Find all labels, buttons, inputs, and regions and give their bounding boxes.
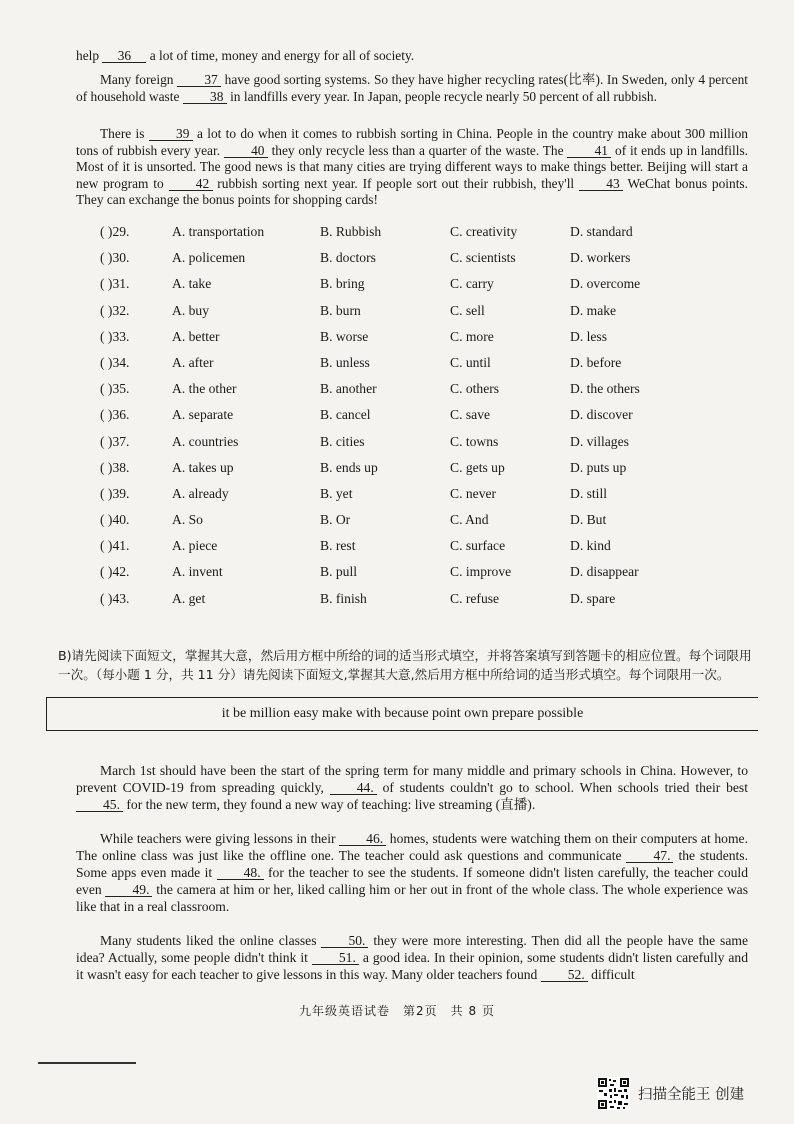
text: they were more interesting. Then did all the people have the same idea? Actually, some people didn't think it xyxy=(76,933,748,965)
divider xyxy=(38,1062,136,1064)
option-d: D. disappear xyxy=(570,564,639,580)
option-a: A. the other xyxy=(172,381,237,397)
option-b: B. Or xyxy=(320,512,351,528)
question-number[interactable]: ( )40. xyxy=(100,512,130,528)
option-b: B. yet xyxy=(320,485,353,501)
text: help xyxy=(76,48,103,63)
text: they only recycle less than a quarter of the waste. The xyxy=(267,142,568,158)
passage-a-paragraph-3 xyxy=(76,126,748,209)
option-b: B. burn xyxy=(320,302,361,318)
passage-a-paragraph-2 xyxy=(76,72,748,105)
option-c: C. others xyxy=(450,381,500,397)
page-footer: 九年级英语试卷 第2页 共 8 页 xyxy=(299,1004,495,1018)
option-c: C. refuse xyxy=(450,590,500,606)
question-number[interactable]: ( )29. xyxy=(100,224,130,239)
question-number[interactable]: ( )34. xyxy=(100,354,130,370)
option-a: A. transportation xyxy=(172,224,265,239)
option-b: B. doctors xyxy=(320,250,376,266)
option-c: C. And xyxy=(450,512,489,528)
option-a: A. policemen xyxy=(172,250,246,266)
blank-48: 48. xyxy=(217,866,264,880)
question-34 xyxy=(100,355,660,381)
question-number[interactable]: ( )33. xyxy=(100,328,130,344)
option-c: C. towns xyxy=(450,433,499,449)
text: a lot to do when it comes to rubbish sorting in China. People in the country make about 300 million tons of rubbish every year. xyxy=(76,126,748,158)
option-c: C. sell xyxy=(450,302,485,318)
question-31 xyxy=(100,276,660,302)
text: There is xyxy=(100,126,149,141)
section-b-instructions: B)请先阅读下面短文，掌握其大意，然后用方框中所给的词的适当形式填空，并将答案填写到答题卡的相应位置。每个词限用一次。（每小题 1 分，共 11 分）请先阅读下面短文,掌握其大意,然后用方框中所给词的适当形式填空。每个词限用一次。 xyxy=(58,648,752,682)
option-a: A. So xyxy=(172,512,203,528)
blank-41: 41 xyxy=(567,144,611,158)
passage-b-paragraph-2 xyxy=(76,830,748,915)
question-number[interactable]: ( )32. xyxy=(100,302,130,318)
option-a: A. take xyxy=(172,276,212,292)
option-d: D. still xyxy=(570,485,608,501)
question-39 xyxy=(100,486,660,512)
passage-a-paragraph-1 xyxy=(76,48,748,65)
question-36 xyxy=(100,407,660,433)
blank-44: 44. xyxy=(330,781,377,795)
option-b: B. ends up xyxy=(320,459,378,475)
text: Many foreign xyxy=(100,72,178,87)
option-b: B. finish xyxy=(320,590,367,606)
question-35 xyxy=(100,381,660,407)
blank-52: 52. xyxy=(541,968,588,982)
option-c: C. save xyxy=(450,407,491,423)
question-29 xyxy=(100,224,660,250)
option-b: B. another xyxy=(320,381,377,397)
question-number[interactable]: ( )43. xyxy=(100,590,130,606)
option-d: D. villages xyxy=(570,433,629,449)
option-a: A. already xyxy=(172,485,229,501)
blank-40: 40 xyxy=(224,144,268,158)
option-d: D. spare xyxy=(570,590,616,606)
question-43 xyxy=(100,591,660,617)
option-c: C. surface xyxy=(450,538,506,554)
blank-51: 51. xyxy=(312,951,359,965)
blank-42: 42 xyxy=(169,177,213,191)
text: in landfills every year. In Japan, people recycle nearly 50 percent of all rubbish. xyxy=(226,88,657,104)
blank-36: 36 xyxy=(102,49,146,63)
option-b: B. Rubbish xyxy=(320,224,382,239)
option-a: A. better xyxy=(172,328,220,344)
option-d: D. make xyxy=(570,302,617,318)
text: WeChat bonus points. They can exchange the bonus points for shopping cards! xyxy=(76,175,748,208)
question-40 xyxy=(100,512,660,538)
option-d: D. But xyxy=(570,512,607,528)
option-b: B. bring xyxy=(320,276,365,292)
text: March 1st should have been the start of the spring term for many middle and primary schools in China. However, to prevent COVID-19 from spreading quickly, xyxy=(76,763,748,795)
text: for the teacher to see the students. If someone didn't listen carefully, the teacher could even xyxy=(76,865,749,897)
option-a: A. after xyxy=(172,354,214,370)
question-number[interactable]: ( )38. xyxy=(100,459,130,475)
option-d: D. kind xyxy=(570,538,611,554)
option-b: B. pull xyxy=(320,564,358,580)
option-c: C. never xyxy=(450,485,497,501)
question-number[interactable]: ( )37. xyxy=(100,433,130,449)
blank-50: 50. xyxy=(321,934,368,948)
option-c: C. more xyxy=(450,328,494,344)
option-b: B. cancel xyxy=(320,407,371,423)
answer-options xyxy=(100,224,660,617)
text: of it ends up in landfills. Most of it is unsorted. The good news is that many cities are trying different ways to make things better. Beijing will start a new program to xyxy=(76,142,748,191)
blank-46: 46. xyxy=(339,832,386,846)
passage-b-paragraph-1 xyxy=(76,762,748,813)
question-number[interactable]: ( )42. xyxy=(100,564,130,580)
blank-45: 45. xyxy=(76,798,123,812)
passage-b-paragraph-3 xyxy=(76,932,748,983)
option-c: C. improve xyxy=(450,564,512,580)
option-d: D. before xyxy=(570,354,622,370)
option-d: D. overcome xyxy=(570,276,641,292)
option-c: C. scientists xyxy=(450,250,516,266)
text: for the new term, they found a new way of teaching: live streaming (直播). xyxy=(123,797,536,812)
question-32 xyxy=(100,303,660,329)
text: a good idea. In their opinion, some students didn't listen carefully and it wasn't easy for each teacher to give lessons in this way. Many older teachers found xyxy=(76,950,748,982)
option-c: C. carry xyxy=(450,276,494,292)
question-number[interactable]: ( )31. xyxy=(100,276,130,292)
question-number[interactable]: ( )41. xyxy=(100,538,130,554)
scanner-watermark xyxy=(597,1076,744,1110)
option-d: D. less xyxy=(570,328,608,344)
text: of students couldn't go to school. When schools tried their best xyxy=(376,780,748,795)
option-d: D. the others xyxy=(570,381,640,397)
text: have good sorting systems. So they have higher recycling rates(比率). In Sweden, only 4 percent of household waste xyxy=(76,72,748,104)
blank-39: 39 xyxy=(149,127,193,141)
option-a: A. separate xyxy=(172,407,234,423)
option-a: A. get xyxy=(172,590,206,606)
option-b: B. rest xyxy=(320,538,356,554)
option-d: D. workers xyxy=(570,250,631,266)
qr-code-icon xyxy=(597,1077,630,1110)
option-d: D. discover xyxy=(570,407,633,423)
question-number[interactable]: ( )36. xyxy=(100,407,130,423)
text: rubbish sorting next year. If people sort out their rubbish, they'll xyxy=(212,175,579,191)
option-b: B. worse xyxy=(320,328,369,344)
question-42 xyxy=(100,564,660,590)
question-37 xyxy=(100,434,660,460)
word-box: it be million easy make with because point own prepare possible xyxy=(46,697,758,731)
option-c: C. until xyxy=(450,354,491,370)
text: the camera at him or her, liked calling him or her out in front of the whole class. The whole experience was like that in a real classroom. xyxy=(76,882,748,914)
text: While teachers were giving lessons in their xyxy=(100,831,340,846)
question-38 xyxy=(100,460,660,486)
question-41 xyxy=(100,538,660,564)
text: difficult xyxy=(587,967,635,982)
question-number[interactable]: ( )39. xyxy=(100,485,130,501)
blank-38: 38 xyxy=(183,90,227,104)
question-number[interactable]: ( )30. xyxy=(100,250,130,266)
text: Many students liked the online classes xyxy=(100,933,322,948)
option-c: C. creativity xyxy=(450,224,518,239)
text: the students. Some apps even made it xyxy=(76,848,748,880)
blank-37: 37 xyxy=(177,73,221,87)
option-a: A. invent xyxy=(172,564,223,580)
blank-47: 47. xyxy=(626,849,673,863)
question-number[interactable]: ( )35. xyxy=(100,381,130,397)
watermark-text: 扫描全能王 创建 xyxy=(638,1086,745,1103)
option-a: A. takes up xyxy=(172,459,234,475)
blank-43: 43 xyxy=(579,177,623,191)
text: homes, students were watching them on their computers at home. The online class was just like the offline one. The teacher could ask questions and communicate xyxy=(76,831,748,863)
blank-49: 49. xyxy=(105,883,152,897)
option-d: D. puts up xyxy=(570,459,627,475)
option-a: A. buy xyxy=(172,302,210,318)
question-33 xyxy=(100,329,660,355)
text: a lot of time, money and energy for all of society. xyxy=(146,48,415,63)
option-b: B. unless xyxy=(320,354,370,370)
option-b: B. cities xyxy=(320,433,365,449)
option-a: A. countries xyxy=(172,433,239,449)
option-d: D. standard xyxy=(570,224,633,239)
question-30 xyxy=(100,250,660,276)
option-c: C. gets up xyxy=(450,459,505,475)
option-a: A. piece xyxy=(172,538,218,554)
